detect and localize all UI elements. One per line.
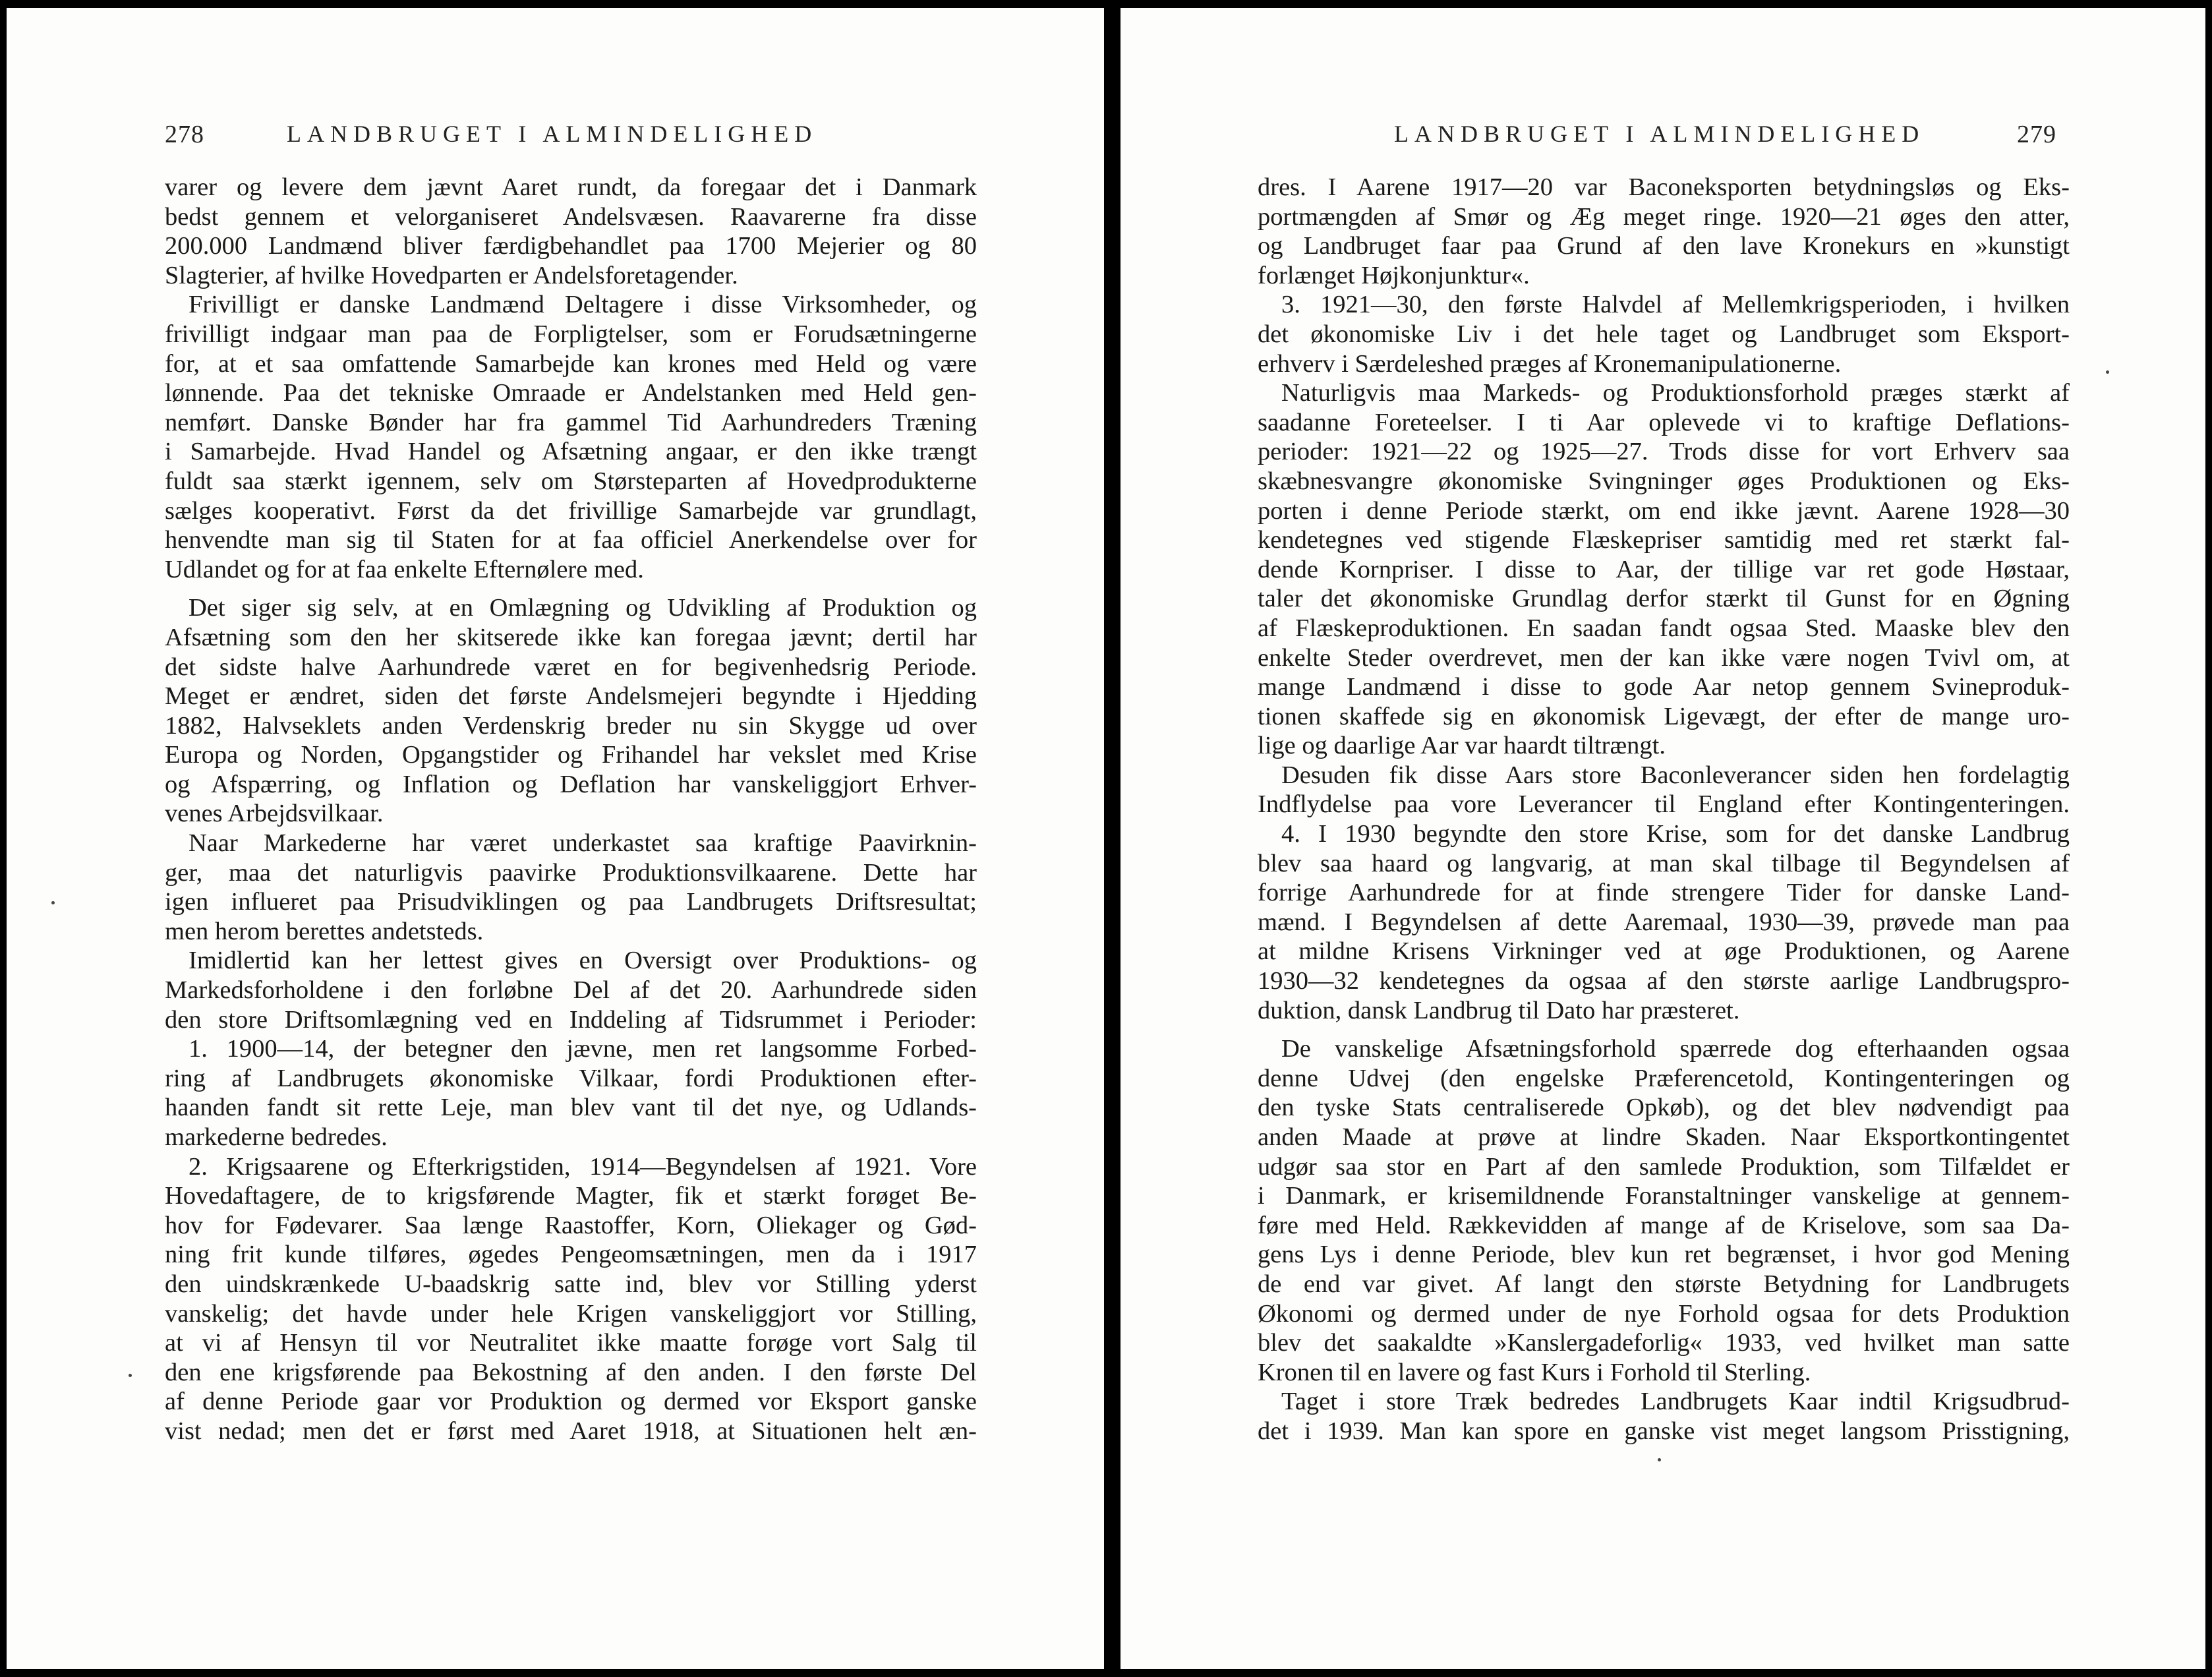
text-line: ring af Landbrugets økonomiske Vilkaar, fordi Produktionen efter-	[165, 1064, 977, 1092]
text-line: det sidste halve Aarhundrede været en for begivenhedsrig Periode.	[165, 653, 977, 681]
text-line: Meget er ændret, siden det første Andelsmejeri begyndte i Hjedding	[165, 682, 977, 711]
text-line: skæbnesvangre økonomiske Svingninger øges Produktionen og Eks-	[1258, 467, 2070, 495]
text-line: og Afspærring, og Inflation og Deflation har vanskeliggjort Erhver-	[165, 770, 977, 798]
text-line: 1. 1900—14, der betegner den jævne, men ret langsomme Forbed-	[189, 1035, 977, 1063]
page-speck	[2106, 370, 2109, 374]
text-line: forlænget Højkonjunktur«.	[1258, 261, 1530, 289]
text-line: Naturligvis maa Markeds- og Produktionsforhold præges stærkt af	[1281, 379, 2070, 407]
text-line: det økonomiske Liv i det hele taget og Landbruget som Eksport-	[1258, 320, 2070, 348]
text-line: haanden fandt sit rette Leje, man blev vant til det nye, og Udlands-	[165, 1094, 977, 1122]
text-line: den uindskrænkede U-baadskrig satte ind, blev vor Stilling yderst	[165, 1270, 977, 1298]
text-line: Markedsforholdene i den forløbne Del af det 20. Aarhundrede siden	[165, 976, 977, 1005]
text-line: 1882, Halvseklets anden Verdenskrig breder nu sin Skygge ud over	[165, 711, 977, 740]
text-line: vanskelig; det havde under hele Krigen vanskeliggjort vor Stilling,	[165, 1299, 977, 1328]
page-number: 278	[165, 121, 204, 148]
text-line: sælges kooperativt. Først da det frivillige Samarbejde var grundlagt,	[165, 496, 977, 525]
page-speck	[1658, 1458, 1661, 1461]
text-line: Afsætning som den her skitserede ikke kan foregaa jævnt; dertil har	[165, 623, 977, 651]
text-line: Desuden fik disse Aars store Baconleverancer siden hen fordelagtig	[1281, 761, 2070, 789]
text-line: blev det saakaldte »Kanslergadeforlig« 1933, ved hvilket man satte	[1258, 1329, 2070, 1357]
text-line: af denne Periode gaar vor Produktion og dermed vor Eksport ganske	[165, 1388, 977, 1416]
text-line: markederne bedredes.	[165, 1123, 388, 1151]
text-line: føre med Held. Rækkevidden af mange af de Kriselove, som saa Da-	[1258, 1211, 2070, 1239]
text-line: Kronen til en lavere og fast Kurs i Forhold til Sterling.	[1258, 1358, 1811, 1386]
text-line: bedst gennem et velorganiseret Andelsvæsen. Raavarerne fra disse	[165, 202, 977, 231]
running-title: LANDBRUGET I ALMINDELIGHED	[1394, 121, 1925, 147]
text-line: taler det økonomiske Grundlag derfor stærkt til Gunst for en Øgning	[1258, 585, 2070, 613]
running-head	[1121, 120, 2205, 160]
page-speck	[51, 901, 55, 904]
text-line: porten i denne Periode stærkt, om end ikke jævnt. Aarene 1928—30	[1258, 496, 2070, 525]
text-line: duktion, dansk Landbrug til Dato har præsteret.	[1258, 996, 1740, 1024]
text-line: 200.000 Landmænd bliver færdigbehandlet paa 1700 Mejerier og 80	[165, 232, 977, 260]
text-line: 1930—32 kendetegnes da ogsaa af den største aarlige Landbrugspro-	[1258, 967, 2070, 995]
text-line: portmængden af Smør og Æg meget ringe. 1920—21 øges den atter,	[1258, 202, 2070, 231]
text-line: blev saa haard og langvarig, at man skal tilbage til Begyndelsen af	[1258, 849, 2070, 877]
text-line: i Samarbejde. Hvad Handel og Afsætning angaar, er den ikke trængt	[165, 438, 977, 466]
page-speck	[129, 1374, 132, 1377]
text-line: for, at et saa omfattende Samarbejde kan krones med Held og være	[165, 349, 977, 378]
text-line: men herom berettes andetsteds.	[165, 917, 484, 945]
text-line: Udlandet og for at faa enkelte Efternølere med.	[165, 555, 644, 583]
text-line: at mildne Krisens Virkninger ved at øge Produktionen, og Aarene	[1258, 937, 2070, 966]
text-line: saadanne Foreteelser. I ti Aar oplevede vi to kraftige Deflations-	[1258, 408, 2070, 436]
text-line: hov for Fødevarer. Saa længe Raastoffer, Korn, Oliekager og Gød-	[165, 1211, 977, 1239]
text-line: ning frit kunde tilføres, øgedes Pengeomsætningen, men da i 1917	[165, 1241, 977, 1269]
text-line: lige og daarlige Aar var haardt tiltrængt.	[1258, 732, 1666, 760]
text-line: forrige Aarhundrede for at finde strengere Tider for danske Land-	[1258, 879, 2070, 907]
text-line: Økonomi og dermed under de nye Forhold ogsaa for dets Produktion	[1258, 1299, 2070, 1328]
text-line: 4. I 1930 begyndte den store Krise, som for det danske Landbrug	[1281, 820, 2070, 848]
text-line: venes Arbejdsvilkaar.	[165, 800, 384, 828]
paragraph-gap	[1258, 1025, 2070, 1034]
text-line: erhverv i Særdeleshed præges af Kronemanipulationerne.	[1258, 349, 1842, 378]
text-line: Europa og Norden, Opgangstider og Frihandel har vekslet med Krise	[165, 741, 977, 769]
text-line: nemført. Danske Bønder har fra gammel Tid Aarhundreders Træning	[165, 408, 977, 436]
text-line: Indflydelse paa vore Leverancer til England efter Kontingenteringen.	[1258, 790, 2070, 819]
text-line: igen influeret paa Prisudviklingen og paa Landbrugets Driftsresultat;	[165, 888, 977, 916]
text-line: kendetegnes ved stigende Flæskepriser samtidig med ret stærkt fal-	[1258, 526, 2070, 554]
text-line: dende Kornpriser. I disse to Aar, der tillige var ret gode Høstaar,	[1258, 555, 2070, 583]
text-line: enkelte Steder overdrevet, men der kan ikke være nogen Tvivl om, at	[1258, 643, 2070, 672]
page-number: 279	[2017, 121, 2056, 148]
text-line: varer og levere dem jævnt Aaret rundt, da foregaar det i Danmark	[165, 173, 977, 201]
text-line: mænd. I Begyndelsen af dette Aaremaal, 1930—39, prøvede man paa	[1258, 908, 2070, 936]
running-title: LANDBRUGET I ALMINDELIGHED	[287, 121, 818, 147]
text-line: det i 1939. Man kan spore en ganske vist meget langsom Prisstigning,	[1258, 1417, 2070, 1445]
text-line: 3. 1921—30, den første Halvdel af Mellemkrigsperioden, i hvilken	[1281, 291, 2070, 319]
text-line: den ene krigsførende paa Bekostning af den anden. I den første Del	[165, 1358, 977, 1386]
text-line: Frivilligt er danske Landmænd Deltagere i disse Virksomheder, og	[189, 291, 977, 319]
paragraph-gap	[165, 584, 977, 593]
text-line: dres. I Aarene 1917—20 var Baconeksporten betydningsløs og Eks-	[1258, 173, 2070, 201]
right-page	[1121, 8, 2205, 1669]
text-line: De vanskelige Afsætningsforhold spærrede dog efterhaanden ogsaa	[1281, 1035, 2070, 1063]
text-line: ger, maa det naturligvis paavirke Produktionsvilkaarene. Dette har	[165, 858, 977, 887]
body-text	[165, 173, 977, 1446]
text-line: Naar Markederne har været underkastet saa kraftige Paavirknin-	[189, 829, 977, 858]
text-line: at vi af Hensyn til vor Neutralitet ikke maatte forøge vort Salg til	[165, 1329, 977, 1357]
text-line: den tyske Stats centraliserede Opkøb), og det blev nødvendigt paa	[1258, 1094, 2070, 1122]
text-line: vist nedad; men det er først med Aaret 1918, at Situationen helt æn-	[165, 1417, 977, 1445]
text-line: lønnende. Paa det tekniske Omraade er Andelstanken med Held gen-	[165, 379, 977, 407]
text-line: mange Landmænd i disse to gode Aar netop gennem Svineproduk-	[1258, 673, 2070, 701]
left-page	[7, 8, 1104, 1669]
text-line: Slagterier, af hvilke Hovedparten er Andelsforetagender.	[165, 261, 738, 289]
text-line: tionen skaffede sig en økonomisk Ligevægt, der efter de mange uro-	[1258, 702, 2070, 730]
text-line: af Flæskeproduktionen. En saadan fandt ogsaa Sted. Maaske blev den	[1258, 614, 2070, 642]
text-line: fuldt saa stærkt igennem, selv om Størsteparten af Hovedprodukterne	[165, 467, 977, 495]
running-head	[7, 120, 1104, 160]
text-line: denne Udvej (den engelske Præferencetold, Kontingenteringen og	[1258, 1064, 2070, 1092]
text-line: Imidlertid kan her lettest gives en Oversigt over Produktions- og	[189, 947, 977, 975]
text-line: perioder: 1921—22 og 1925—27. Trods disse for vort Erhverv saa	[1258, 438, 2070, 466]
body-text	[1258, 173, 2070, 1446]
text-line: anden Maade at prøve at lindre Skaden. Naar Eksportkontingentet	[1258, 1123, 2070, 1151]
text-line: Det siger sig selv, at en Omlægning og Udvikling af Produktion og	[189, 594, 977, 622]
text-line: frivilligt indgaar man paa de Forpligtelser, som er Forudsætningerne	[165, 320, 977, 348]
text-line: og Landbruget faar paa Grund af den lave Kronekurs en »kunstigt	[1258, 232, 2070, 260]
text-line: Hovedaftagere, de to krigsførende Magter, fik et stærkt forøget Be-	[165, 1182, 977, 1210]
text-line: 2. Krigsaarene og Efterkrigstiden, 1914—Begyndelsen af 1921. Vore	[189, 1152, 977, 1181]
text-line: de end var givet. Af langt den største Betydning for Landbrugets	[1258, 1270, 2070, 1298]
text-line: den store Driftsomlægning ved en Inddeling af Tidsrummet i Perioder:	[165, 1005, 977, 1034]
text-line: gens Lys i denne Periode, blev kun ret begrænset, i hvor god Mening	[1258, 1241, 2070, 1269]
text-line: i Danmark, er krisemildnende Foranstaltninger vanskelige at gennem-	[1258, 1182, 2070, 1210]
text-line: udgør saa stor en Part af den samlede Produktion, som Tilfældet er	[1258, 1152, 2070, 1181]
text-line: henvendte man sig til Staten for at faa officiel Anerkendelse over for	[165, 526, 977, 554]
text-line: Taget i store Træk bedredes Landbrugets Kaar indtil Krigsudbrud-	[1281, 1388, 2070, 1416]
